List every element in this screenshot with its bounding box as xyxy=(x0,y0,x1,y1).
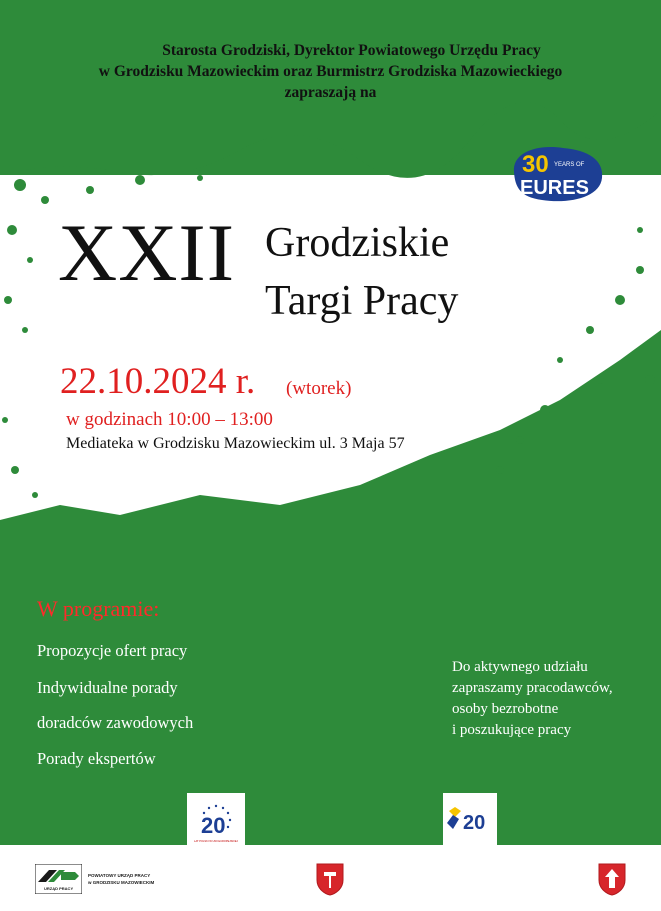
eures-name: EURES xyxy=(520,177,589,199)
pup-name-line-1: POWIATOWY URZĄD PRACY xyxy=(88,873,151,878)
event-hours: w godzinach 10:00 – 13:00 xyxy=(66,409,273,430)
eu-badge-number: 20 xyxy=(201,813,226,838)
eu-badge-caption: LAT POLSKI W UNII EUROPEJSKIEJ xyxy=(194,840,238,843)
event-date: 22.10.2024 r. xyxy=(60,361,256,402)
header-line-2: w Grodzisku Mazowieckim oraz Burmistrz Grodziska Mazowieckiego xyxy=(98,63,563,80)
eures-number: 30 xyxy=(522,151,549,178)
invitation-line: zapraszamy pracodawców, xyxy=(452,680,613,696)
eu-20-years-icon xyxy=(187,793,245,847)
program-item: doradców zawodowych xyxy=(37,713,194,732)
anniversary-20-badge xyxy=(443,793,497,847)
anniversary-number: 20 xyxy=(463,812,486,834)
eu-20-years-badge xyxy=(187,793,245,847)
pup-name-line-2: w GRODZISKU MAZOWIECKIM xyxy=(88,880,155,885)
invitation-text xyxy=(452,657,613,741)
program-item: Porady ekspertów xyxy=(37,749,156,768)
program-title: W programie: xyxy=(37,596,160,621)
county-coat-of-arms-icon xyxy=(315,862,345,896)
city-coat-of-arms-icon xyxy=(597,862,627,896)
title-line-2: Targi Pracy xyxy=(265,278,459,324)
title-line-1: Grodziskie xyxy=(265,220,450,266)
eures-small-text: YEARS OF xyxy=(554,162,585,168)
pup-name xyxy=(88,872,154,886)
header-line-3: zapraszają na xyxy=(284,84,377,101)
event-weekday: (wtorek) xyxy=(286,378,352,399)
edition-number: XXII xyxy=(58,207,236,298)
invitation-line: Do aktywnego udziału xyxy=(452,659,588,675)
header-line-1: Starosta Grodziski, Dyrektor Powiatowego Urzędu Pracy xyxy=(162,42,541,59)
invitation-line: i poszukujące pracy xyxy=(452,722,572,738)
program-item: Propozycje ofert pracy xyxy=(37,641,188,660)
invitation-line: osoby bezrobotne xyxy=(452,701,559,717)
organizers-header xyxy=(0,40,661,103)
pup-logo-text: URZĄD PRACY xyxy=(44,886,74,891)
event-place: Mediateka w Grodzisku Mazowieckim ul. 3 Maja 57 xyxy=(66,435,405,452)
anniversary-20-icon xyxy=(443,793,497,847)
eures-logo xyxy=(508,142,606,204)
pup-logo-icon xyxy=(35,864,82,894)
program-item: Indywidualne porady xyxy=(37,678,178,697)
